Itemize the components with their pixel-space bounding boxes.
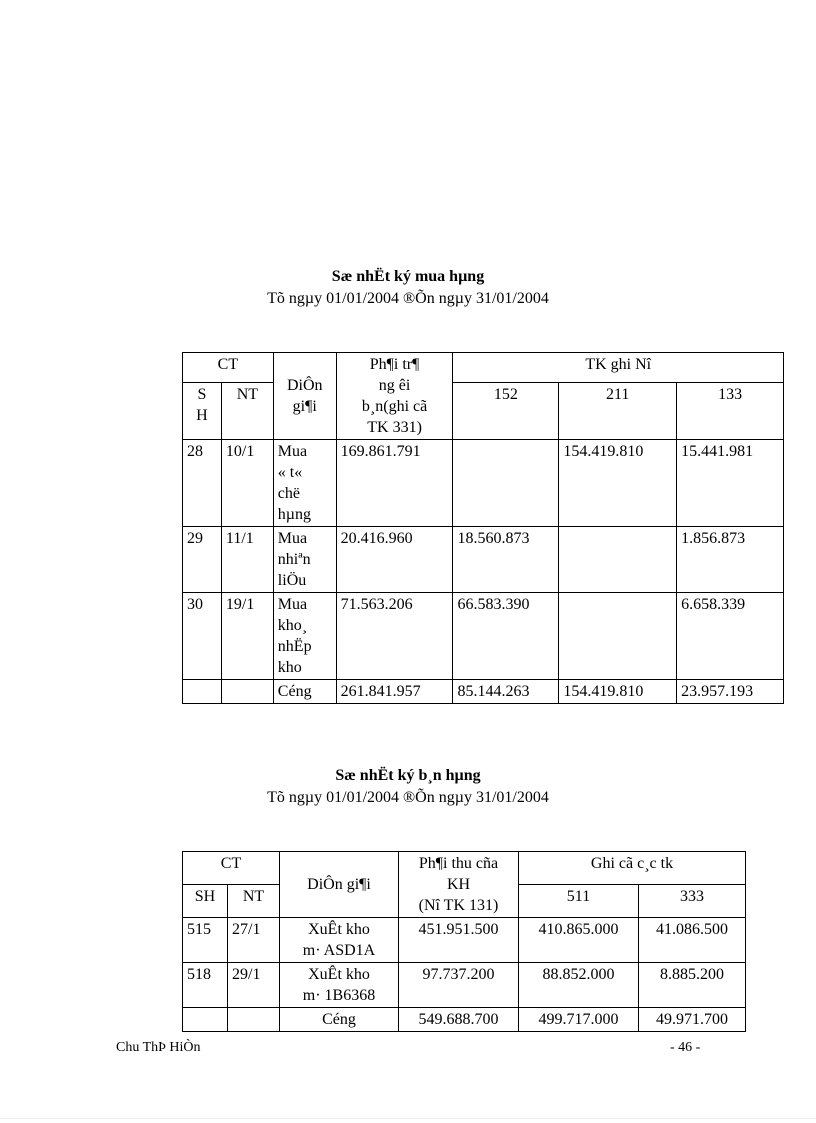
- cell-133: 1.856.873: [677, 527, 784, 593]
- header-ghi-co: Ghi cã c¸c tk: [519, 852, 746, 885]
- header-nt: NT: [228, 885, 280, 918]
- table-row: [183, 963, 746, 1008]
- cell-nt: 29/1: [228, 963, 280, 1008]
- total-phai-tra: 261.841.957: [336, 680, 453, 704]
- cell-152: 18.560.873: [453, 527, 559, 593]
- cell-nt: 10/1: [221, 440, 273, 527]
- table-row: [183, 593, 784, 680]
- sales-journal-table: [182, 851, 746, 1032]
- total-label: Céng: [273, 680, 336, 704]
- table-total-row: [183, 680, 784, 704]
- cell-sh: 515: [183, 918, 228, 963]
- total-211: 154.419.810: [559, 680, 677, 704]
- table-row: [183, 440, 784, 527]
- page-divider: [0, 1118, 816, 1119]
- sales-journal-title: Sæ nhËt ký b¸n hµng: [335, 767, 481, 784]
- cell-152: 66.583.390: [453, 593, 559, 680]
- header-sh: S H: [183, 383, 222, 440]
- cell-nt: 11/1: [221, 527, 273, 593]
- cell-333: 8.885.200: [639, 963, 746, 1008]
- cell-phai-thu: 97.737.200: [399, 963, 519, 1008]
- header-tk-ghi-no: TK ghi Nî: [453, 353, 784, 383]
- header-phai-thu: Ph¶i thu cña KH (Nî TK 131): [399, 852, 519, 918]
- cell-133: 15.441.981: [677, 440, 784, 527]
- table-header-row: [183, 353, 784, 383]
- cell-dien-giai: Mua « t« chë hµng: [273, 440, 336, 527]
- table-header-row: [183, 852, 746, 885]
- cell-211: 154.419.810: [559, 440, 677, 527]
- cell-511: 88.852.000: [519, 963, 639, 1008]
- cell-sh: 30: [183, 593, 222, 680]
- cell-sh: [183, 1008, 228, 1032]
- cell-211: [559, 527, 677, 593]
- purchase-journal-subtitle: Tõ ngµy 01/01/2004 ®Õn ngµy 31/01/2004: [267, 290, 549, 307]
- cell-dien-giai: XuÊt kho m· ASD1A: [280, 918, 399, 963]
- header-sh: SH: [183, 885, 228, 918]
- cell-sh: 518: [183, 963, 228, 1008]
- cell-511: 410.865.000: [519, 918, 639, 963]
- total-333: 49.971.700: [639, 1008, 746, 1032]
- cell-dien-giai: XuÊt kho m· 1B6368: [280, 963, 399, 1008]
- total-133: 23.957.193: [677, 680, 784, 704]
- sales-journal-subtitle: Tõ ngµy 01/01/2004 ®Õn ngµy 31/01/2004: [267, 789, 549, 806]
- cell-phai-thu: 451.951.500: [399, 918, 519, 963]
- table-row: [183, 918, 746, 963]
- header-dien-giai: DiÔn gi¶i: [273, 353, 336, 440]
- cell-nt: [228, 1008, 280, 1032]
- cell-sh: 29: [183, 527, 222, 593]
- table-total-row: [183, 1008, 746, 1032]
- cell-211: [559, 593, 677, 680]
- cell-dien-giai: Mua nhiªn liÖu: [273, 527, 336, 593]
- footer-author: Chu ThÞ HiÒn: [116, 1040, 201, 1055]
- cell-phai-tra: 20.416.960: [336, 527, 453, 593]
- header-tk-133: 133: [677, 383, 784, 440]
- header-tk-333: 333: [639, 885, 746, 918]
- footer-page-number: - 46 -: [670, 1040, 701, 1055]
- cell-nt: [221, 680, 273, 704]
- header-ct: CT: [183, 852, 280, 885]
- total-511: 499.717.000: [519, 1008, 639, 1032]
- header-tk-152: 152: [453, 383, 559, 440]
- header-dien-giai: DiÔn gi¶i: [280, 852, 399, 918]
- cell-phai-tra: 71.563.206: [336, 593, 453, 680]
- table-row: [183, 527, 784, 593]
- purchase-journal-title: Sæ nhËt ký mua hµng: [331, 268, 485, 285]
- total-phai-thu: 549.688.700: [399, 1008, 519, 1032]
- header-phai-tra: Ph¶i tr¶ ng êi b¸n(ghi cã TK 331): [336, 353, 453, 440]
- header-tk-511: 511: [519, 885, 639, 918]
- total-label: Céng: [280, 1008, 399, 1032]
- cell-133: 6.658.339: [677, 593, 784, 680]
- cell-nt: 27/1: [228, 918, 280, 963]
- cell-333: 41.086.500: [639, 918, 746, 963]
- cell-nt: 19/1: [221, 593, 273, 680]
- cell-sh: [183, 680, 222, 704]
- header-ct: CT: [183, 353, 274, 383]
- cell-dien-giai: Mua kho¸ nhËp kho: [273, 593, 336, 680]
- header-tk-211: 211: [559, 383, 677, 440]
- cell-phai-tra: 169.861.791: [336, 440, 453, 527]
- cell-152: [453, 440, 559, 527]
- total-152: 85.144.263: [453, 680, 559, 704]
- table-header-row: [183, 383, 784, 440]
- purchase-journal-table: [182, 352, 784, 704]
- header-nt: NT: [221, 383, 273, 440]
- cell-sh: 28: [183, 440, 222, 527]
